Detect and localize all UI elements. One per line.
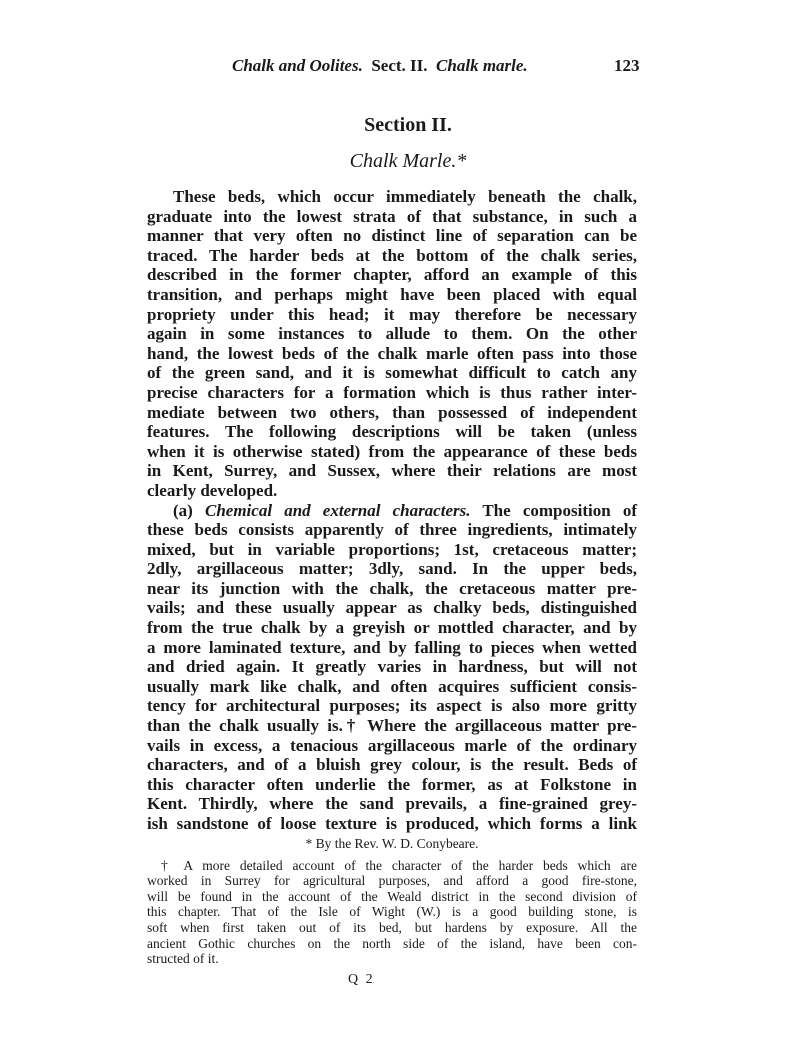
text-line: tency for architectural purposes; its aspect is also more gritty [147,696,637,716]
text-line: near its junction with the chalk, the cretaceous matter pre- [147,578,637,598]
text-line: characters, and of a bluish grey colour, is the result. Beds of [147,755,637,775]
text-line: manner that very often no distinct line of separation can be [147,226,637,246]
text-line: 2dly, argillaceous matter; 3dly, sand. In the upper beds, [147,559,637,579]
running-title-part-a: Chalk and Oolites. [232,56,363,75]
footnote-line: this chapter. That of the Isle of Wight (W.) is a good building stone, is [147,904,637,920]
section-heading [0,114,800,137]
section-subtitle [0,150,800,173]
footnote-line: ancient Gothic churches on the north side of the island, have been con- [147,935,637,951]
text-line: features. The following descriptions will be taken (unless [147,422,637,442]
text-line: Kent. Thirdly, where the sand prevails, a fine-grained grey- [147,794,637,814]
text-line: propriety under this head; it may therefore be necessary [147,304,637,324]
running-header [0,56,800,80]
running-title-part-c: Chalk marle. [436,56,528,75]
running-title-part-b: Sect. II. [371,56,428,75]
section-heading-text: Section II. [364,114,452,136]
text-line: vails; and these usually appear as chalky beds, distinguished [147,598,637,618]
footnote-line: structed of it. [147,951,219,967]
footnote-line: will be found in the account of the Weald district in the second division of [147,888,637,904]
text-line: usually mark like chalk, and often acquires sufficient consis- [147,676,637,696]
text-line: these beds consists apparently of three ingredients, intimately [147,520,637,540]
text-line: hand, the lowest beds of the chalk marle often pass into those [147,343,637,363]
text-line: mixed, but in variable proportions; 1st, cretaceous matter; [147,539,637,559]
text-line: than the chalk usually is.† Where the argillaceous matter pre- [147,716,637,736]
text-line: in Kent, Surrey, and Sussex, where their relations are most [147,461,637,481]
text-line: when it is otherwise stated) from the appearance of these beds [147,441,637,461]
signature-mark: Q 2 [348,972,375,987]
footnote-line: worked in Surrey for agricultural purposes, and afford a good fire-stone, [147,873,637,889]
footnotes [147,836,637,967]
paragraph-a-first-line [147,501,637,521]
text-line: traced. The harder beds at the bottom of the chalk series, [147,245,637,265]
text-line: from the true chalk by a greyish or mottled character, and by [147,618,637,638]
text-line: and dried again. It greatly varies in hardness, but will not [147,657,637,677]
text-line: ish sandstone of loose texture is produced, which forms a link [147,814,637,833]
text-line: clearly developed. [147,480,278,500]
paragraph-marker: (a) [173,500,193,520]
text-line: a more laminated texture, and by falling to pieces when wetted [147,637,637,657]
footnote-line: soft when first taken out of its bed, but hardens by exposure. All the [147,919,637,935]
footnote-dagger [147,858,637,967]
text-line: vails in excess, a tenacious argillaceous marle of the ordinary [147,735,637,755]
paragraph-a-first-rest: The composition of [482,500,637,520]
text-line: transition, and perhaps might have been placed with equal [147,284,637,304]
text-line: of the green sand, and it is somewhat difficult to catch any [147,363,637,383]
footnote-star: * By the Rev. W. D. Conybeare. [305,836,479,851]
text-line: mediate between two others, than possessed of independent [147,402,637,422]
section-subtitle-text: Chalk Marle.* [349,150,467,172]
page-number: 123 [614,56,640,75]
text-line: this character often underlie the former, as at Folkstone in [147,774,637,794]
running-title [232,56,528,76]
text-line: graduate into the lowest strata of that substance, in such a [147,206,637,226]
body-text [147,187,637,834]
paragraph-heading: Chemical and external characters. [204,500,471,520]
text-line: These beds, which occur immediately beneath the chalk, [173,187,637,206]
text-line: again in some instances to allude to them. On the other [147,324,637,344]
paragraph-a [147,501,637,834]
text-line: described in the former chapter, afford an example of this [147,265,637,285]
paragraph-intro [147,187,637,501]
text-line: precise characters for a formation which is thus rather inter- [147,382,637,402]
footnote-line: † A more detailed account of the character of the harder beds which are [161,857,637,873]
